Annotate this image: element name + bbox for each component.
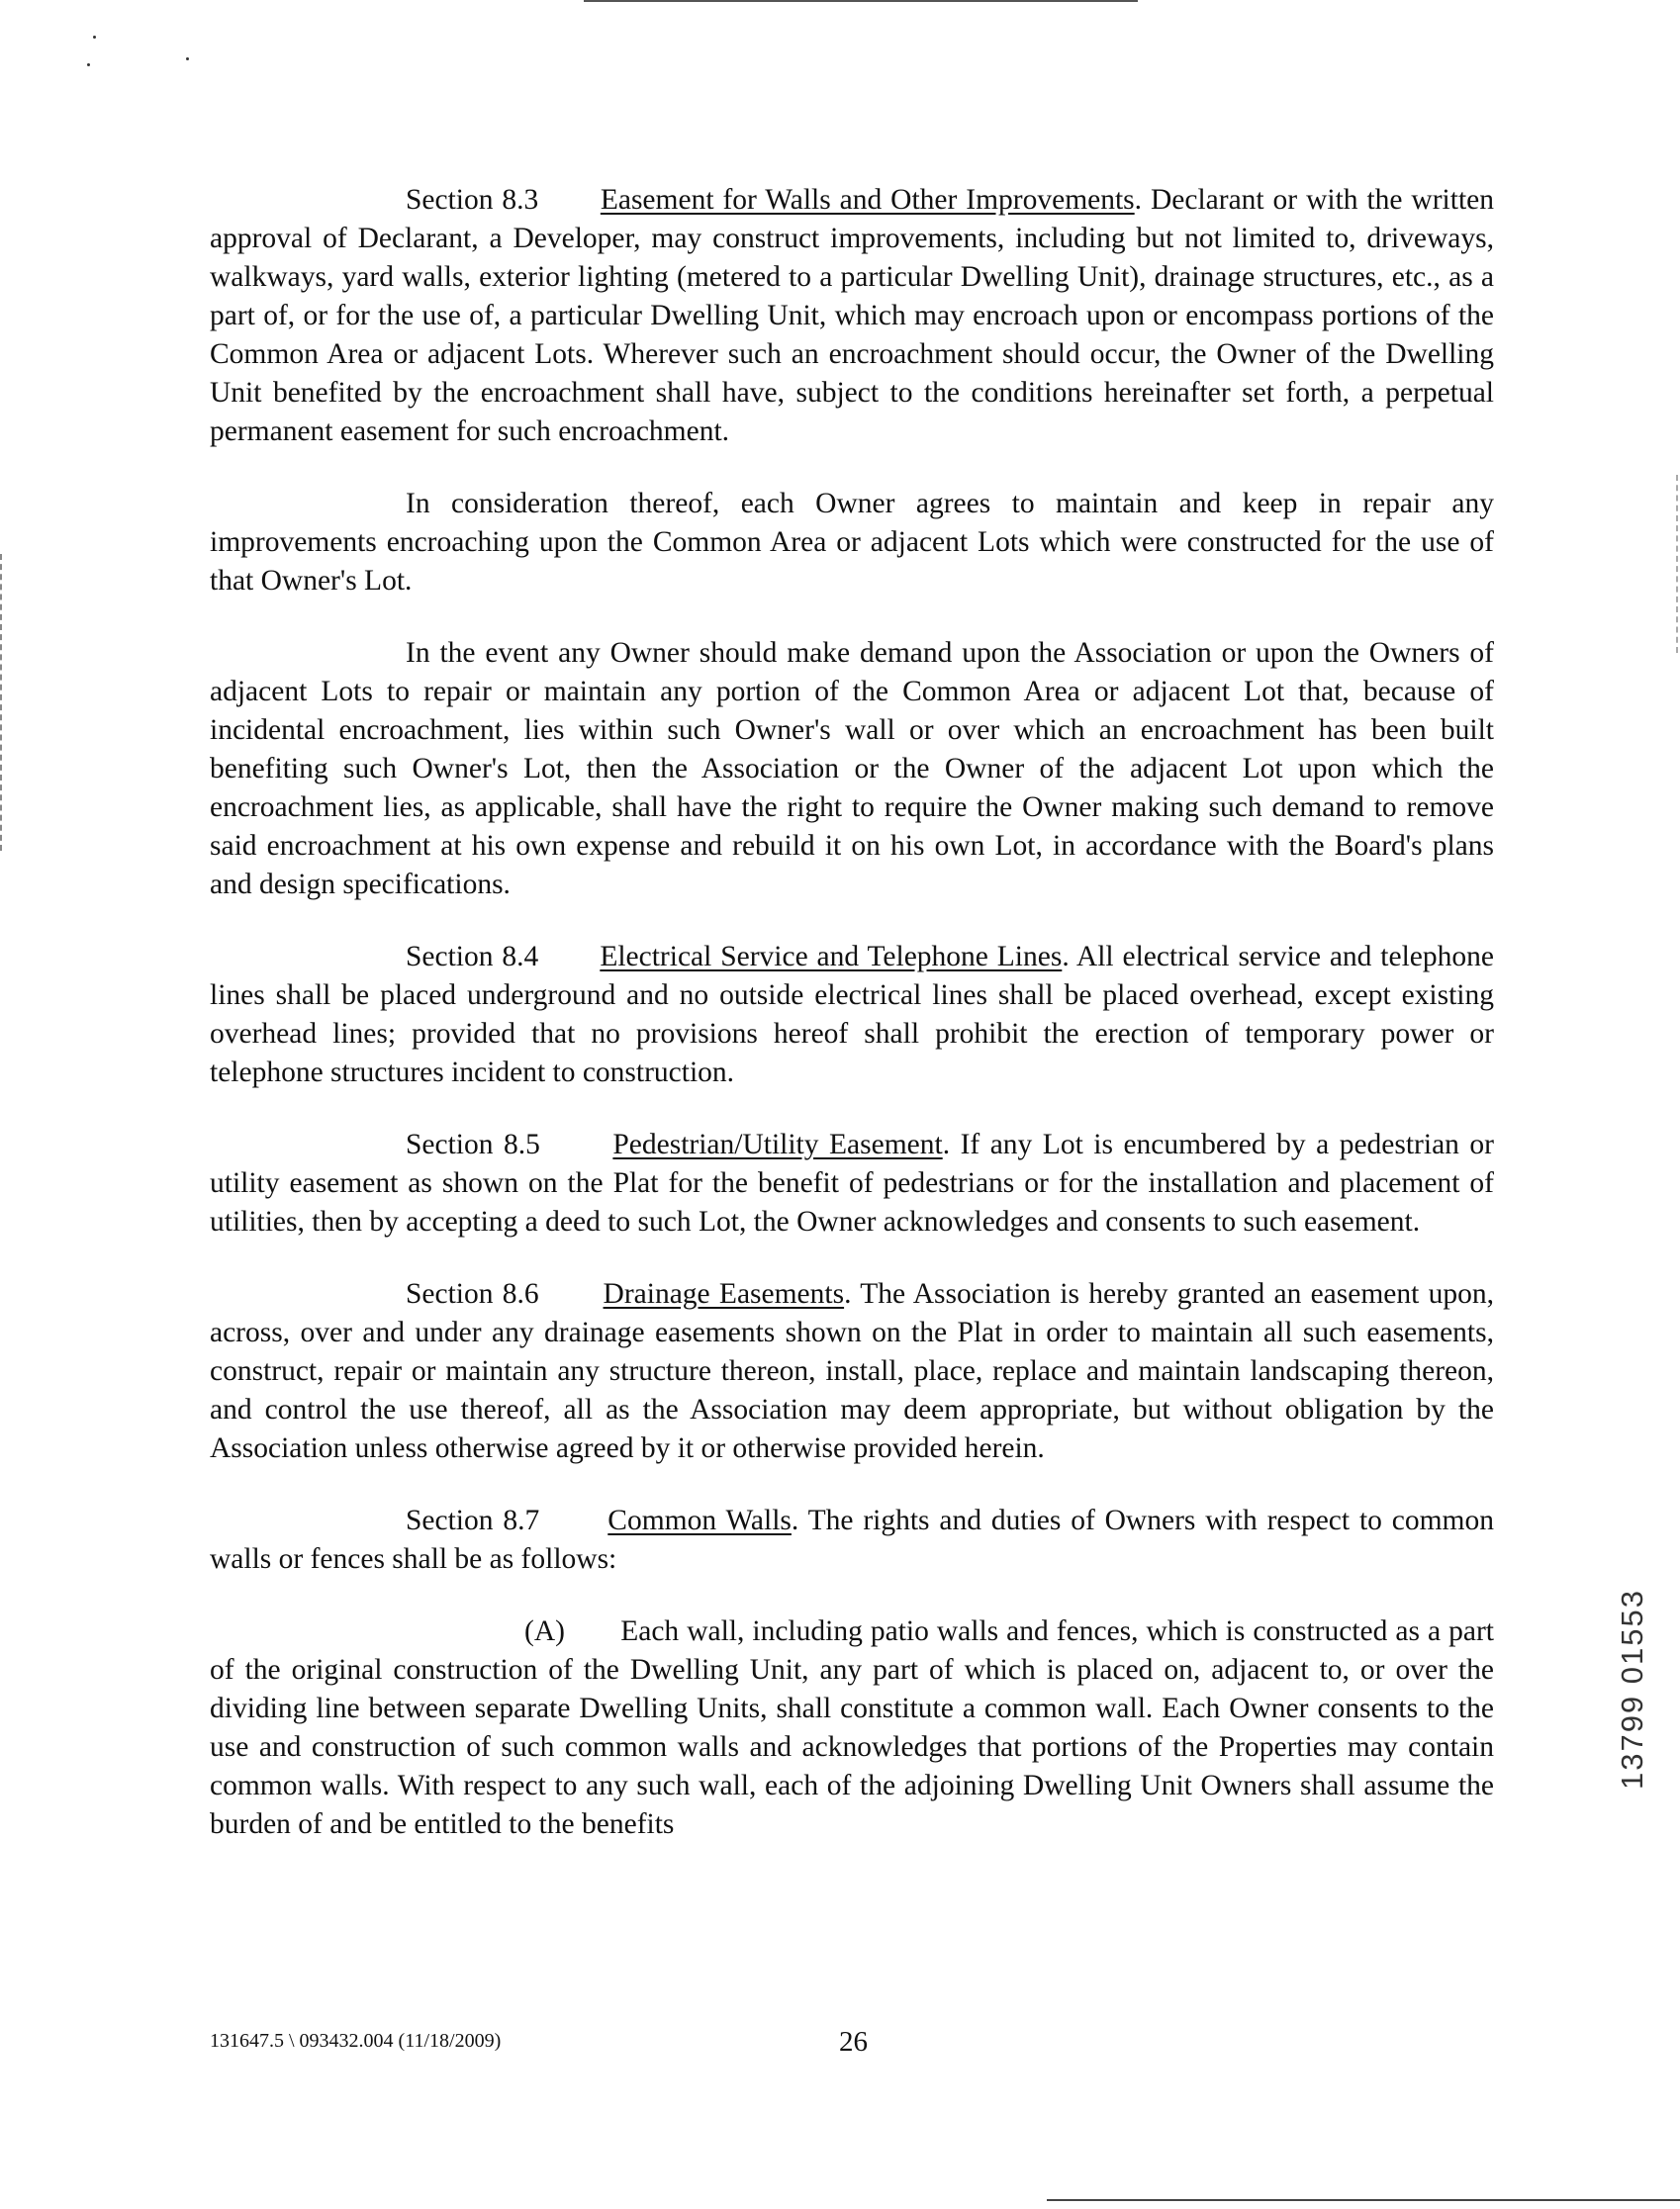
section-heading: Pedestrian/Utility Easement	[612, 1129, 943, 1160]
section-heading: Electrical Service and Telephone Lines	[600, 941, 1063, 972]
document-body	[210, 181, 1494, 1878]
section-8-4	[210, 938, 1494, 1092]
section-number: Section 8.4	[406, 941, 539, 972]
page-number: 26	[839, 2026, 868, 2058]
section-8-7	[210, 1502, 1494, 1579]
scan-speck	[93, 36, 96, 39]
section-8-3	[210, 181, 1494, 451]
scan-left-edge	[0, 554, 4, 851]
scan-speck	[186, 57, 189, 60]
section-text: . All electrical service and telephone lines shall be placed underground and no outside electrical lines shall be placed overhead, except existing overhead lines; provided that no provisions hereof shall prohibit the erection of temporary power or telephone structures incident to construction.	[210, 941, 1494, 1088]
section-number: Section 8.3	[406, 184, 539, 216]
subsection-text: Each wall, including patio walls and fences, which is constructed as a part of the original construction of the Dwelling Unit, any part of which is placed on, adjacent to, or over the dividing line between separate Dwelling Units, shall constitute a common wall. Each Owner consents to the use and construction of such common walls and acknowledges that portions of the Properties may contain common walls. With respect to any such wall, each of the adjoining Dwelling Unit Owners shall assume the burden of and be entitled to the benefits	[210, 1615, 1495, 1840]
paragraph-demand: In the event any Owner should make demand upon the Association or upon the Owners of adjacent Lots to repair or maintain any portion of the Common Area or adjacent Lot that, because of incidental encroachment, lies within such Owner's wall or over which an encroachment has been built benefiting such Owner's Lot, then the Association or the Owner of the adjacent Lot upon which the encroachment lies, as applicable, shall have the right to require the Owner making such demand to remove said encroachment at his own expense and rebuild it on his own Lot, in accordance with the Board's plans and design specifications.	[210, 637, 1494, 900]
scan-top-rule	[584, 0, 1138, 2]
scan-right-edge	[1674, 475, 1678, 653]
section-text: . The rights and duties of Owners with respect to common walls or fences shall be as follows:	[210, 1505, 1495, 1575]
section-text: . The Association is hereby granted an easement upon, across, over and under any drainage easements shown on the Plat in order to maintain all such easements, construct, repair or maintain any structure thereon, install, place, replace and maintain landscaping thereon, and control the use thereof, all as the Association may deem appropriate, but without obligation by the Association unless otherwise agreed by it or otherwise provided herein.	[210, 1278, 1494, 1464]
footer-document-reference: 131647.5 \ 093432.004 (11/18/2009)	[210, 2030, 502, 2052]
paragraph-consideration: In consideration thereof, each Owner agrees to maintain and keep in repair any improvements encroaching upon the Common Area or adjacent Lots which were constructed for the use of that Owner's Lot.	[210, 488, 1494, 597]
section-8-5	[210, 1126, 1494, 1242]
subsection-label: (A)	[524, 1615, 565, 1647]
section-text: . Declarant or with the written approval of Declarant, a Developer, may construct improvements, including but not limited to, driveways, walkways, yard walls, exterior lighting (metered to a particular Dwelling Unit), drainage structures, etc., as a part of, or for the use of, a particular Dwelling Unit, which may encroach upon or encompass portions of the Common Area or adjacent Lots. Wherever such an encroachment should occur, the Owner of the Dwelling Unit benefited by the encroachment shall have, subject to the conditions hereinafter set forth, a perpetual permanent easement for such encroachment.	[210, 184, 1494, 447]
recording-stamp: 13799 01553	[1615, 1589, 1649, 1791]
section-text: . If any Lot is encumbered by a pedestrian or utility easement as shown on the Plat for the benefit of pedestrians or for the installation and placement of utilities, then by accepting a deed to such Lot, the Owner acknowledges and consents to such easement.	[210, 1129, 1494, 1238]
scan-speck	[87, 63, 90, 66]
section-heading: Drainage Easements	[603, 1278, 845, 1310]
section-number: Section 8.6	[406, 1278, 539, 1310]
section-8-6	[210, 1275, 1494, 1468]
section-number: Section 8.5	[406, 1129, 540, 1160]
section-heading: Common Walls	[607, 1505, 792, 1536]
section-heading: Easement for Walls and Other Improvements	[600, 184, 1135, 216]
section-number: Section 8.7	[406, 1505, 540, 1536]
scan-bottom-rule	[1047, 2199, 1680, 2201]
subsection-a	[210, 1612, 1494, 1844]
